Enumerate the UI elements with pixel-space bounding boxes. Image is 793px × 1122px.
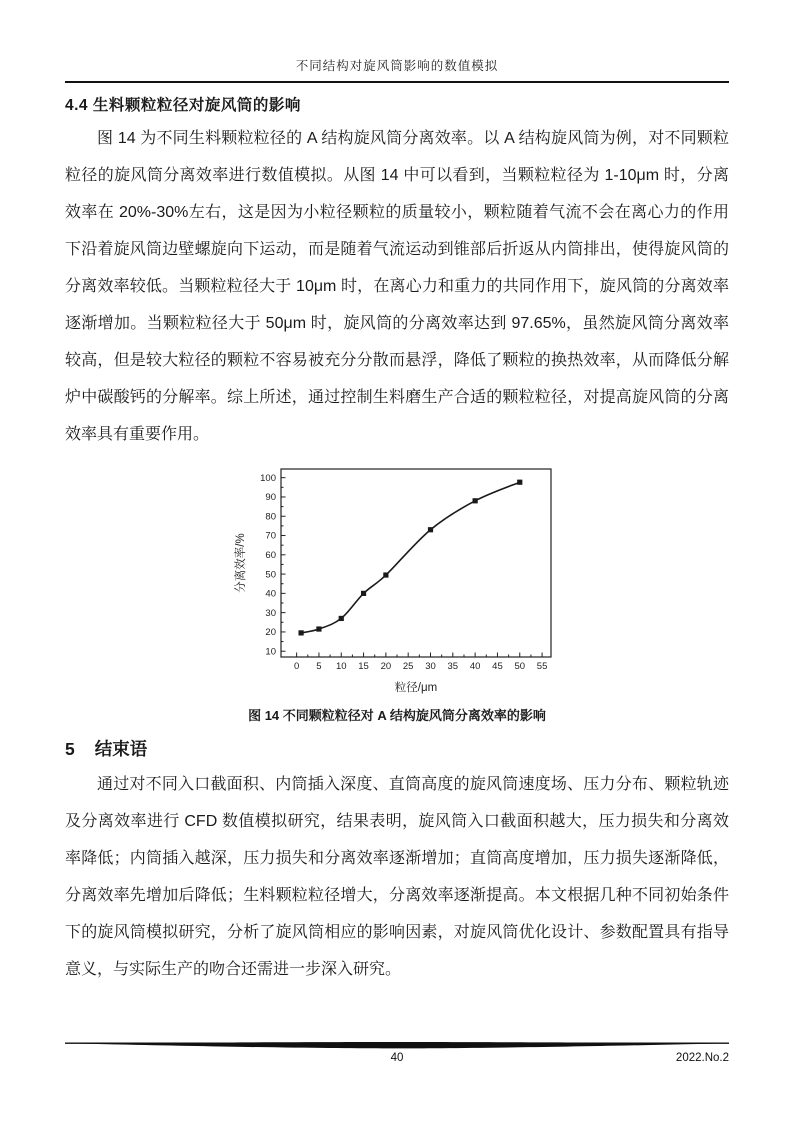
chart-svg <box>231 457 563 699</box>
page-footer <box>65 1042 729 1064</box>
section-4-4-heading: 4.4 生料颗粒粒径对旋风筒的影响 <box>65 97 301 114</box>
efficiency-series-line <box>301 482 520 633</box>
data-point-marker <box>361 591 366 596</box>
data-point-marker <box>339 616 344 621</box>
svg-text:80: 80 <box>265 511 276 523</box>
data-point-marker <box>383 572 388 577</box>
svg-text:35: 35 <box>447 661 459 672</box>
footer-row <box>65 1052 729 1064</box>
running-title: 不同结构对旋风筒影响的数值模拟 <box>295 59 499 73</box>
data-point-marker <box>473 498 478 503</box>
svg-text:15: 15 <box>358 661 369 672</box>
page-number: 40 <box>390 1052 404 1064</box>
data-point-marker <box>316 626 321 631</box>
svg-text:70: 70 <box>265 530 276 542</box>
svg-text:20: 20 <box>265 627 276 639</box>
section-4-4-paragraph: 图 14 为不同生料颗粒粒径的 A 结构旋风筒分离效率。以 A 结构旋风筒为例，对不同颗粒粒径的旋风筒分离效率进行数值模拟。从图 14 中可以看到，当颗粒粒径为 1-10μm 时，分离效率在 20%-30%左右，这是因为小粒径颗粒的质量较小，颗粒随着气流不会在离心力的作用下沿着旋风筒边壁螺旋向下运动，而是随着气流运动到锥部后折返从内筒排出，使得旋风筒的分离效率较低。当颗粒粒径大于 10μm 时，在离心力和重力的共同作用下，旋风筒的分离效率逐渐增加。当颗粒粒径大于 50μm 时，旋风筒的分离效率达到 97.65%，虽然旋风筒分离效率较高，但是较大粒径的颗粒不容易被充分分散而悬浮，降低了颗粒的换热效率，从而降低分解炉中碳酸钙的分解率。综上所述，通过控制生料磨生产合适的颗粒粒径，对提高旋风筒的分离效率具有重要作用。 <box>65 130 729 443</box>
svg-text:0: 0 <box>293 661 300 672</box>
data-point-marker <box>517 480 522 485</box>
footer-tapered-rule <box>65 1042 729 1050</box>
svg-text:30: 30 <box>425 661 436 672</box>
separation-efficiency-chart <box>65 457 729 704</box>
svg-text:5: 5 <box>316 661 322 672</box>
header-rule <box>65 81 729 83</box>
svg-text:40: 40 <box>469 661 481 672</box>
svg-text:45: 45 <box>492 661 503 672</box>
section-5-heading <box>65 736 729 761</box>
section-5-paragraph: 通过对不同入口截面积、内筒插入深度、直筒高度的旋风筒速度场、压力分布、颗粒轨迹及分离效率进行 CFD 数值模拟研究，结果表明，旋风筒入口截面积越大，压力损失和分离效率降低；内筒插入越深，压力损失和分离效率逐渐增加；直筒高度增加，压力损失逐渐降低，分离效率先增加后降低；生料颗粒粒径增大，分离效率逐渐提高。本文根据几种不同初始条件下的旋风筒模拟研究，分析了旋风筒相应的影响因素，对旋风筒优化设计、参数配置具有指导意义，与实际生产的吻合还需进一步深入研究。 <box>65 776 729 978</box>
svg-text:50: 50 <box>265 569 276 581</box>
svg-text:60: 60 <box>265 550 276 562</box>
svg-text:30: 30 <box>265 607 276 619</box>
data-point-marker <box>298 630 303 635</box>
svg-text:55: 55 <box>536 661 548 672</box>
svg-text:100: 100 <box>260 472 276 484</box>
section-5-number: 5 <box>65 739 75 759</box>
figure-14 <box>65 457 729 724</box>
figure-14-caption: 图 14 不同颗粒粒径对 A 结构旋风筒分离效率的影响 <box>248 708 546 723</box>
svg-text:25: 25 <box>402 661 414 672</box>
svg-text:40: 40 <box>265 588 276 600</box>
data-point-marker <box>428 527 433 532</box>
x-axis-label: 粒径/μm <box>394 682 438 694</box>
issue-label: 2022.No.2 <box>675 1052 729 1064</box>
svg-text:90: 90 <box>265 492 276 504</box>
svg-text:50: 50 <box>514 661 526 672</box>
svg-text:10: 10 <box>265 646 276 658</box>
svg-text:20: 20 <box>380 661 392 672</box>
y-axis-label: 分离效率/% <box>235 533 247 593</box>
svg-text:10: 10 <box>335 661 347 672</box>
section-5-title: 结束语 <box>94 739 148 759</box>
